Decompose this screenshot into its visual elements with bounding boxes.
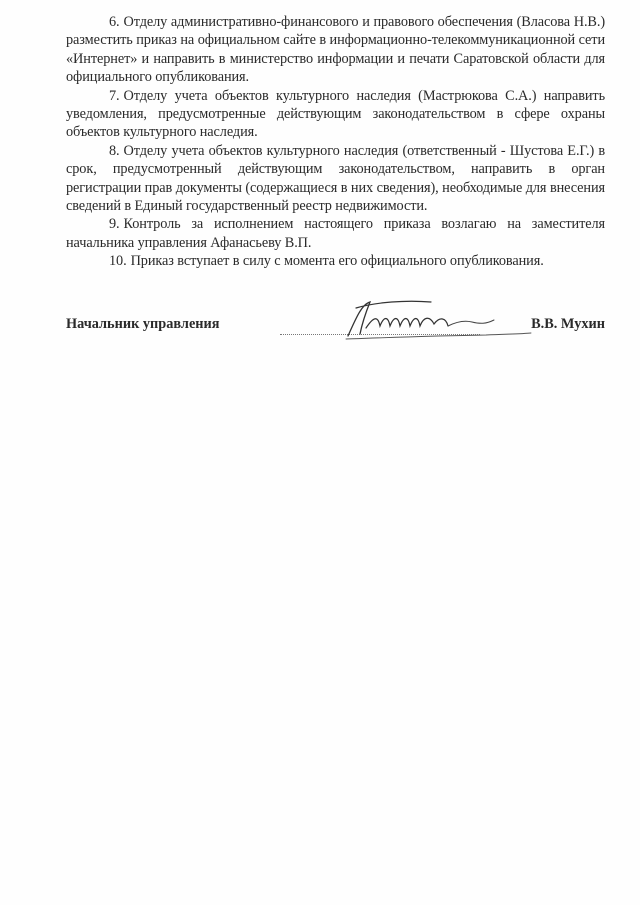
signature-block <box>66 313 605 343</box>
paragraph-8 <box>66 142 605 216</box>
signer-position: Начальник управления <box>66 316 220 332</box>
paragraph-10 <box>66 252 605 270</box>
paragraph-text: Приказ вступает в силу с момента его официального опубликования. <box>130 253 544 270</box>
paragraph-text: Отделу административно-финансового и правового обеспечения (Власова Н.В.) разместить приказ на официальном сайте в информационно-телекоммуникационной сети «Интернет» и направить в министерство информации и печати Саратовской области для официального опубликования. <box>66 14 605 86</box>
paragraph-7 <box>66 87 605 142</box>
paragraph-number: 6. <box>109 14 120 30</box>
paragraph-number: 7. <box>109 87 120 104</box>
paragraph-number: 10. <box>109 253 127 270</box>
paragraph-text: Контроль за исполнением настоящего приказа возлагаю на заместителя начальника управления Афанасьеву В.П. <box>66 216 605 251</box>
paragraph-6 <box>66 13 605 87</box>
paragraph-number: 8. <box>109 142 120 159</box>
document-body <box>66 13 605 271</box>
paragraph-number: 9. <box>109 216 120 233</box>
handwritten-signature <box>336 298 536 343</box>
signer-name: В.В. Мухин <box>531 316 605 332</box>
paragraph-text: Отделу учета объектов культурного наследия (ответственный - Шустова Е.Г.) в срок, предусмотренный действующим законодательством, направить в орган регистрации прав документы (содержащиеся в них сведения), необходимые для внесения сведений в Единый государственный реестр недвижимости. <box>66 142 605 215</box>
paragraph-text: Отделу учета объектов культурного наследия (Мастрюкова С.А.) направить уведомления, предусмотренные действующим законодательством в сфере охраны объектов культурного наследия. <box>66 87 605 141</box>
paragraph-9 <box>66 215 605 252</box>
